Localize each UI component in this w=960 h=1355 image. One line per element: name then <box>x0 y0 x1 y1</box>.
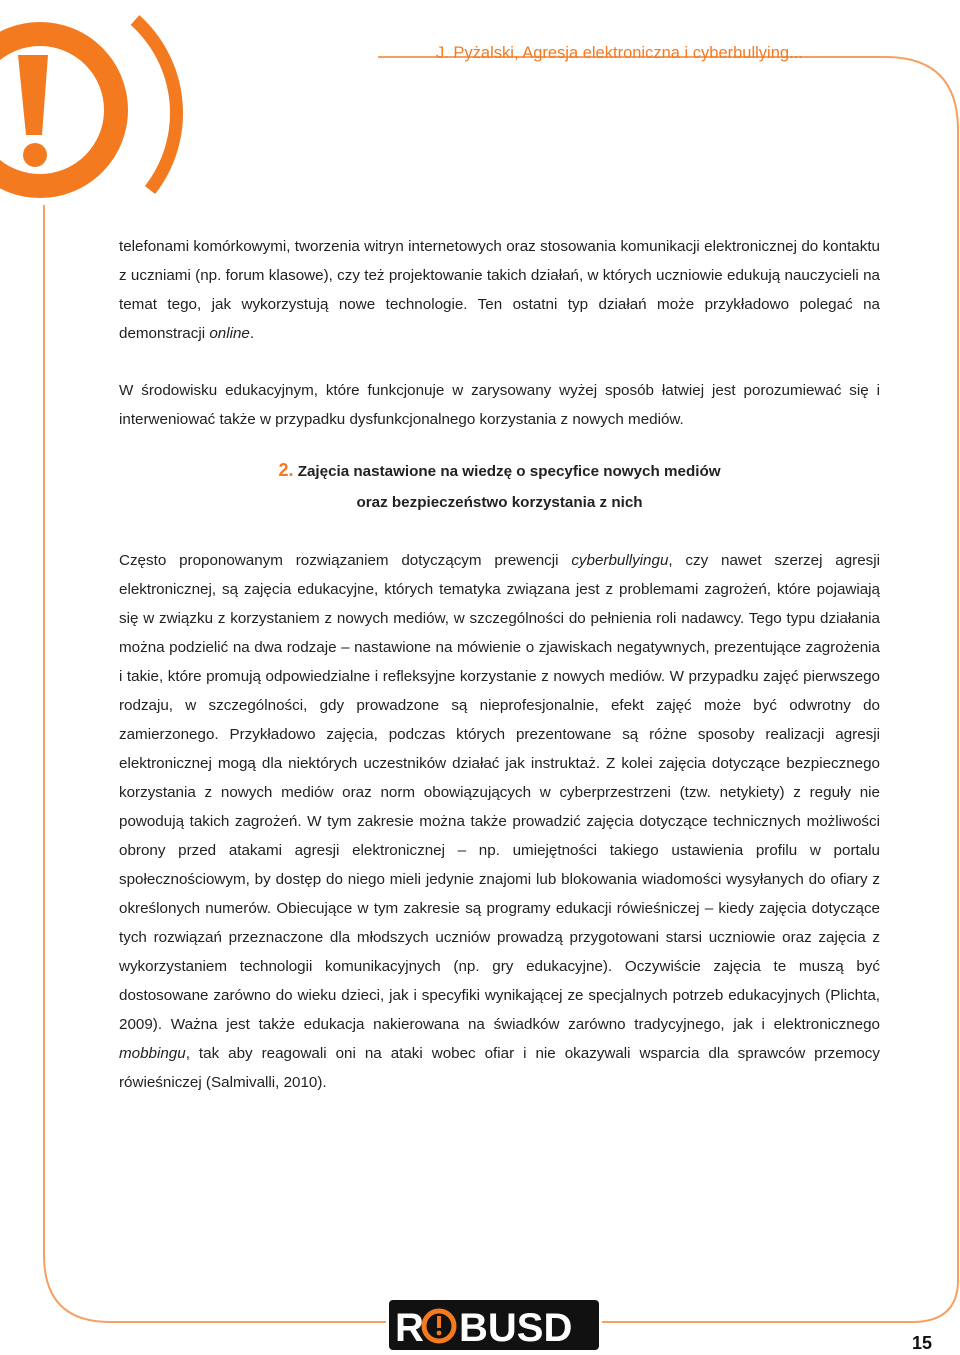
section-number: 2. <box>278 460 294 480</box>
paragraph-2 <box>119 376 880 434</box>
exclamation-icon <box>0 20 177 190</box>
page-number: 15 <box>912 1333 933 1353</box>
paragraph-3 <box>119 546 880 1097</box>
svg-text:R: R <box>395 1306 424 1350</box>
text-run: online <box>209 325 250 342</box>
text-run: , tak aby reagowali oni na ataki wobec ofiar i nie okazywali wsparcia dla sprawców przemocy rówieśniczej (Salmivalli, 2010). <box>119 1045 880 1091</box>
text-run: Często proponowanym rozwiązaniem dotyczącym prewencji <box>119 552 572 569</box>
section-title-1: Zajęcia nastawione na wiedzę o specyfice nowych mediów <box>297 463 721 480</box>
document-body <box>119 232 880 1097</box>
text-run: cyberbullyingu <box>571 552 669 569</box>
text-run: . <box>249 325 255 342</box>
text-run: telefonami komórkowymi, tworzenia witryn internetowych oraz stosowania komunikacji elektronicznej do kontaktu z uczniami (np. forum klasowe), czy też projektowanie takich działań, w których uczniowie edukują nauczycieli na temat tego, jak wykorzystują nowe technologie. Ten ostatni typ działań może przykładowo polegać na demonstracji <box>119 238 880 342</box>
section-heading <box>119 455 880 518</box>
paragraph-1 <box>119 232 880 348</box>
text-run: , czy nawet szerzej agresji elektronicznej, są zajęcia edukacyjne, których tematyka związana jest z problemami zagrożeń, które pojawiają się w związku z korzystaniem z nowych mediów, w szczególności do pełnienia roli nadawcy. Tego typu działania można podzielić na dwa rodzaje – nastawione na mówienie o zjawiskach negatywnych, prezentujące zagrożenia i takie, które promują odpowiedzialne i refleksyjne korzystanie z nowych mediów. W przypadku zajęć pierwszego rodzaju, w szczególności, gdy prowadzone są nieprofesjonalnie, efekt zajęć może być odwrotny do zamierzonego. Przykładowo zajęcia, podczas których prezentowane są różne sposoby realizacji agresji elektronicznej mogą dla niektórych uczestników działać jak instruktaż. Z kolei zajęcia dotyczące bezpiecznego korzystania z nowych mediów oraz norm obowiązujących w cyberprzestrzeni (tzw. netykiety) z reguły nie powodują takich zagrożeń. W tym zakresie można także prowadzić zajęcia dotyczące technicznych możliwości obrony przed atakami agresji elektronicznej – np. umiejętności takiego ustawienia profilu w portalu społecznościowym, by dostęp do niego mieli jedynie znajomi lub blokowania wiadomości wysyłanych do ofiary z określonych numerów. Obiecujące w tym zakresie są programy edukacji rówieśniczej – kiedy zajęcia dotyczące tych rozwiązań przeznaczone dla młodszych uczniów prowadzą przygotowani starsi uczniowie oraz zajęcia z wykorzystaniem technologii komunikacyjnych (np. gry edukacyjne). Oczywiście zajęcia te muszą być dostosowane zarówno do wieku dzieci, jak i specyfiki wynikającej ze specjalnych potrzeb edukacyjnych (Plichta, 2009). Ważna jest także edukacja nakierowana na świadków zarówno tradycyjnego, jak i elektronicznego <box>119 552 880 1033</box>
heading-line-1 <box>119 455 880 487</box>
running-header: J. Pyżalski, Agresja elektroniczna i cyberbullying... <box>436 44 803 62</box>
text-run: mobbingu <box>119 1045 186 1062</box>
exclamation-icon <box>424 1311 454 1341</box>
section-title-2: oraz bezpieczeństwo korzystania z nich <box>356 494 643 511</box>
svg-text:BUSD: BUSD <box>459 1306 573 1350</box>
robusd-logo <box>389 1300 599 1350</box>
text-run: W środowisku edukacyjnym, które funkcjonuje w zarysowany wyżej sposób łatwiej jest porozumiewać się i interweniować także w przypadku dysfunkcjonalnego korzystania z nowych mediów. <box>119 382 880 428</box>
